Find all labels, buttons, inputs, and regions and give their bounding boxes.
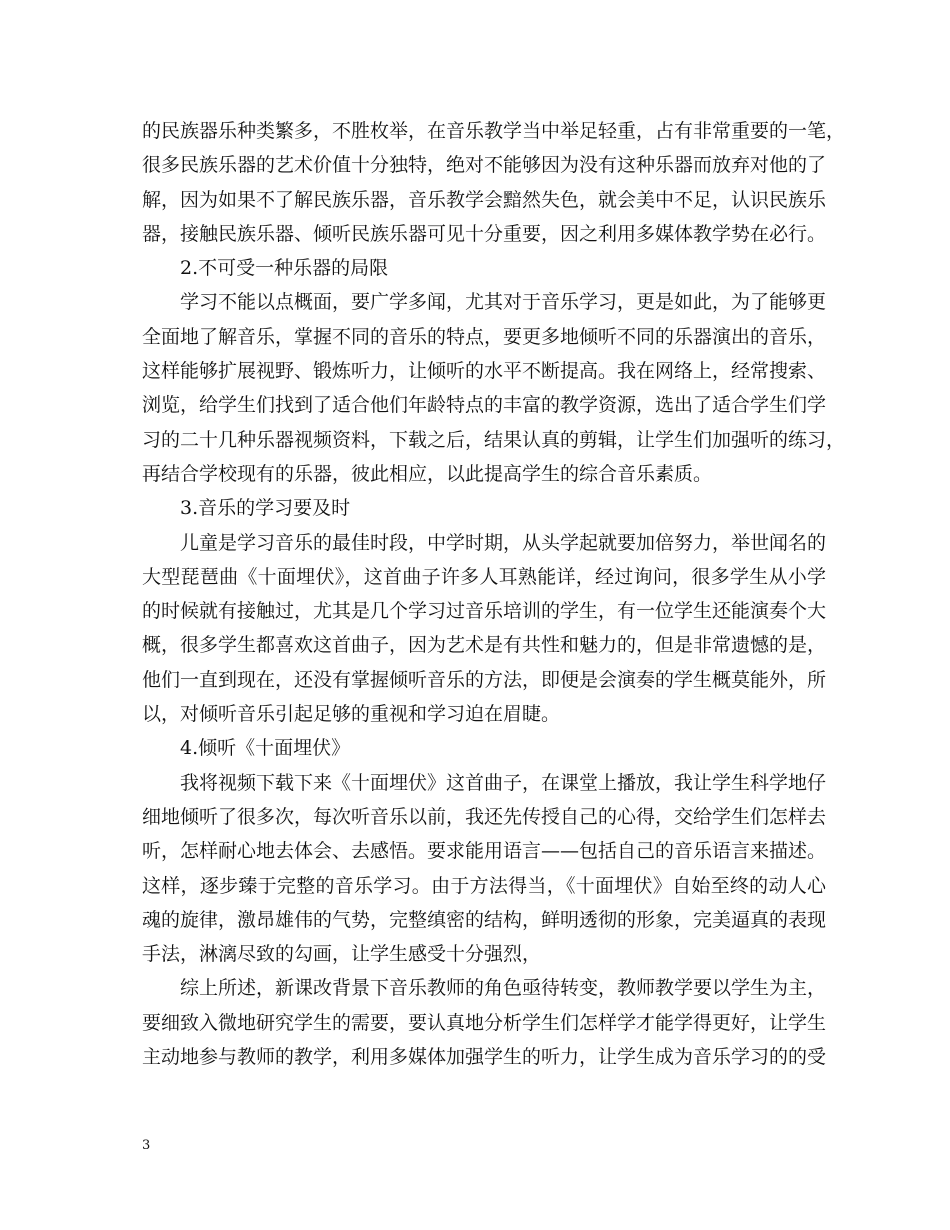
paragraph-line: 听，怎样耐心地去体会、去感悟。要求能用语言——包括自己的音乐语言来描述。 bbox=[142, 840, 827, 863]
document-body bbox=[142, 114, 846, 1074]
paragraph-line: 他们一直到现在，还没有掌握倾听音乐的方法，即便是会演奏的学生概莫能外，所 bbox=[142, 668, 827, 691]
section-heading: 2.不可受一种乐器的局限 bbox=[180, 257, 389, 280]
paragraph-line: 学习不能以点概面，要广学多闻，尤其对于音乐学习，更是如此，为了能够更 bbox=[180, 291, 827, 314]
paragraph-line: 器，接触民族乐器、倾听民族乐器可见十分重要，因之利用多媒体教学势在必行。 bbox=[142, 222, 827, 245]
paragraph-line: 手法，淋漓尽致的勾画，让学生感受十分强烈， bbox=[142, 943, 542, 966]
paragraph-line: 概，很多学生都喜欢这首曲子，因为艺术是有共性和魅力的，但是非常遗憾的是， bbox=[142, 634, 827, 657]
paragraph-line: 浏览，给学生们找到了适合他们年龄特点的丰富的教学资源，选出了适合学生们学 bbox=[142, 394, 827, 417]
paragraph-line: 解，因为如果不了解民族乐器，音乐教学会黯然失色，就会美中不足，认识民族乐 bbox=[142, 188, 827, 211]
paragraph-line: 这样，逐步臻于完整的音乐学习。由于方法得当，《十面埋伏》自始至终的动人心 bbox=[142, 874, 826, 897]
paragraph-line: 习的二十几种乐器视频资料，下载之后，结果认真的剪辑，让学生们加强听的练习， bbox=[142, 428, 846, 451]
section-heading: 3.音乐的学习要及时 bbox=[180, 497, 351, 520]
paragraph-line: 魂的旋律，激昂雄伟的气势，完整缜密的结构，鲜明透彻的形象，完美逼真的表现 bbox=[142, 908, 827, 931]
paragraph-line: 的时候就有接触过，尤其是几个学习过音乐培训的学生，有一位学生还能演奏个大 bbox=[142, 600, 827, 623]
page-number: 3 bbox=[142, 1138, 151, 1153]
paragraph-line: 以，对倾听音乐引起足够的重视和学习迫在眉睫。 bbox=[142, 703, 561, 726]
paragraph-line: 这样能够扩展视野、锻炼听力，让倾听的水平不断提高。我在网络上，经常搜索、 bbox=[142, 360, 827, 383]
paragraph-line: 要细致入微地研究学生的需要，要认真地分析学生们怎样学才能学得更好，让学生 bbox=[142, 1011, 827, 1034]
paragraph-line: 综上所述，新课改背景下音乐教师的角色亟待转变，教师教学要以学生为主， bbox=[180, 977, 827, 1000]
paragraph-line: 的民族器乐种类繁多，不胜枚举，在音乐教学当中举足轻重，占有非常重要的一笔， bbox=[142, 120, 846, 142]
paragraph-line: 我将视频下载下来《十面埋伏》这首曲子，在课堂上播放，我让学生科学地仔 bbox=[180, 771, 827, 794]
paragraph-line: 儿童是学习音乐的最佳时段，中学时期，从头学起就要加倍努力，举世闻名的 bbox=[180, 531, 827, 554]
paragraph-line: 主动地参与教师的教学，利用多媒体加强学生的听力，让学生成为音乐学习的的受 bbox=[142, 1046, 827, 1069]
section-heading: 4.倾听《十面埋伏》 bbox=[180, 737, 351, 760]
paragraph-line: 大型琵琶曲《十面埋伏》，这首曲子许多人耳熟能详，经过询问，很多学生从小学 bbox=[142, 565, 826, 588]
paragraph-line: 很多民族乐器的艺术价值十分独特，绝对不能够因为没有这种乐器而放弃对他的了 bbox=[142, 154, 827, 177]
paragraph-line: 再结合学校现有的乐器，彼此相应，以此提高学生的综合音乐素质。 bbox=[142, 462, 713, 485]
paragraph-line: 全面地了解音乐，掌握不同的音乐的特点，要更多地倾听不同的乐器演出的音乐， bbox=[142, 325, 827, 348]
paragraph-line: 细地倾听了很多次，每次听音乐以前，我还先传授自己的心得，交给学生们怎样去 bbox=[142, 805, 827, 828]
